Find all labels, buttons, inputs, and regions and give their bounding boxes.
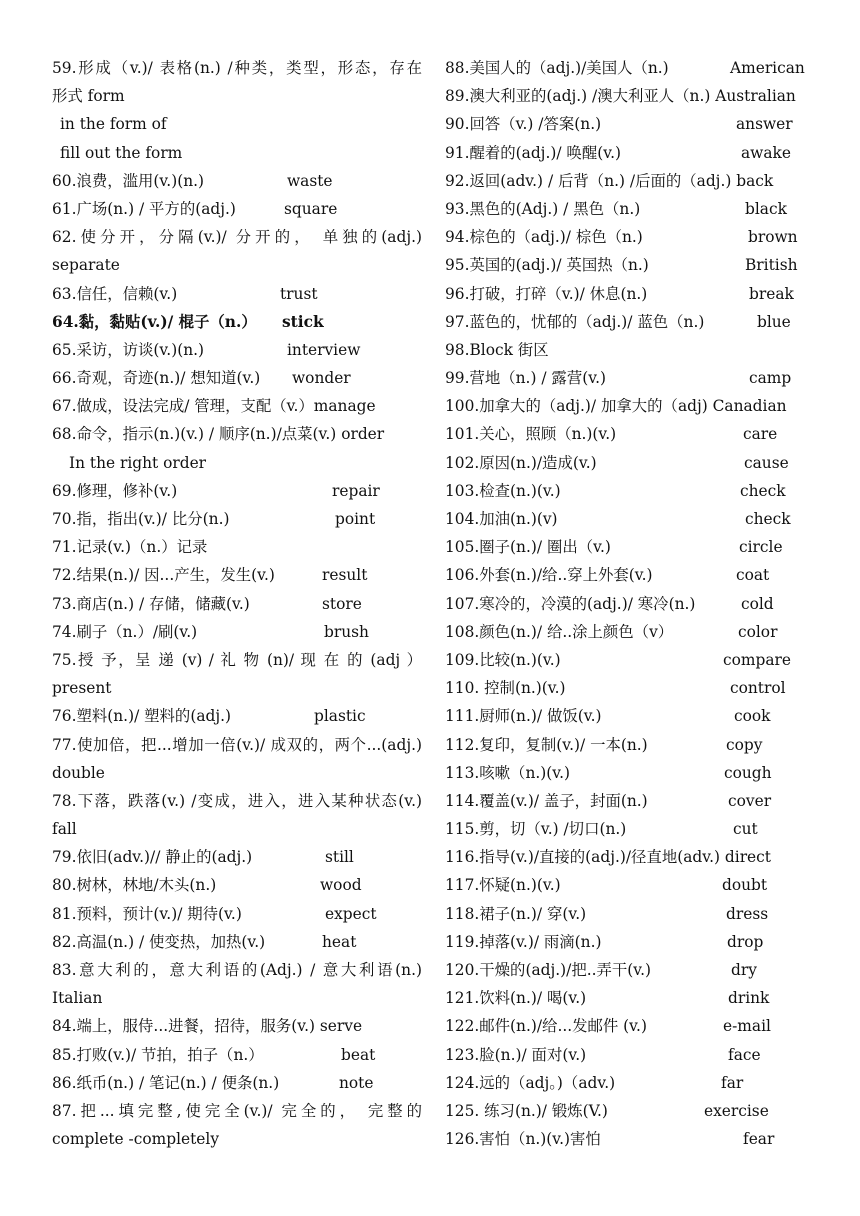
entry-line: 72.结果(n.)/ 因...产生，发生(v.) result (52, 561, 422, 589)
english-word: beat (341, 1045, 376, 1064)
entry-line: 113.咳嗽（n.)(v.) cough (445, 759, 805, 787)
entry-line: 60.浪费，滥用(v.)(n.) waste (52, 167, 422, 195)
english-word: circle (739, 538, 783, 557)
entry-line: 110. 控制(n.)(v.) control (445, 674, 805, 702)
entry-line: 119.掉落(v.)/ 雨滴(n.) drop (445, 928, 805, 956)
english-word: control (730, 679, 786, 698)
english-word: cough (724, 763, 772, 782)
entry-line: separate (52, 256, 120, 275)
entry-line: 80.树林，林地/木头(n.) wood (52, 871, 422, 899)
entry-line: 118.裙子(n.)/ 穿(v.) dress (445, 900, 805, 928)
entry-line: 84.端上，服侍...进餐，招待，服务(v.) serve (52, 1017, 363, 1036)
entry-line: 67.做成，设法完成/ 管理，支配（v.）manage (52, 397, 376, 416)
entry-line: 78.下落，跌落(v.) /变成，进入，进入某种状态(v.) (52, 791, 422, 810)
entry-line: complete -completely (52, 1130, 220, 1149)
english-word: plastic (314, 707, 366, 726)
entry-line: 63.信任，信赖(v.) trust (52, 280, 422, 308)
english-word: trust (280, 284, 318, 303)
english-word: brown (748, 228, 798, 247)
english-word: e-mail (723, 1017, 771, 1036)
entry-line: 75.授 予，呈 递 (v) / 礼 物 (n)/ 现 在 的 (adj ） (52, 650, 422, 669)
entry-line: 92.返回(adv.) / 后背（n.) /后面的（adj.) back (445, 171, 774, 190)
english-word: expect (325, 904, 377, 923)
english-word: camp (749, 369, 792, 388)
english-word: check (740, 481, 786, 500)
english-word: compare (723, 650, 791, 669)
entry-line: double (52, 763, 105, 782)
english-word: fear (743, 1130, 775, 1149)
entry-line: 117.怀疑(n.)(v.) doubt (445, 871, 805, 899)
entry-line: 62.使分开，分隔(v.)/ 分开的， 单独的(adj.) (52, 228, 422, 247)
english-word: care (743, 425, 778, 444)
left-column (52, 54, 422, 1153)
entry-line: 116.指导(v.)/直接的(adj.)/径直地(adv.) direct (445, 848, 771, 867)
english-word: result (322, 566, 368, 585)
entry-line: 70.指，指出(v.)/ 比分(n.) point (52, 505, 422, 533)
english-word: blue (757, 312, 791, 331)
english-word: coat (736, 566, 770, 585)
entry-line: 97.蓝色的，忧郁的（adj.)/ 蓝色（n.) blue (445, 308, 805, 336)
english-word: cause (744, 453, 789, 472)
entry-line: 120.干燥的(adj.)/把..弄干(v.) dry (445, 956, 805, 984)
entry-line: 68.命令，指示(n.)(v.) / 顺序(n.)/点菜(v.) order (52, 425, 385, 444)
english-word: check (745, 510, 791, 528)
english-word: color (738, 622, 778, 641)
english-word: brush (324, 622, 369, 641)
entry-line: 96.打破，打碎（v.)/ 休息(n.) break (445, 280, 805, 308)
entry-line: 88.美国人的（adj.)/美国人（n.) American (445, 54, 805, 82)
english-word: cover (728, 791, 772, 810)
english-word: still (325, 848, 354, 867)
entry-line: 100.加拿大的（adj.)/ 加拿大的（adj) Canadian (445, 397, 787, 416)
english-word: American (730, 59, 805, 77)
entry-line: 125. 练习(n.)/ 锻炼(V.) exercise (445, 1097, 805, 1125)
entry-line: 121.饮料(n.)/ 喝(v.) drink (445, 984, 805, 1012)
entry-line: 114.覆盖(v.)/ 盖子，封面(n.) cover (445, 787, 805, 815)
entry-line: 82.高温(n.) / 使变热，加热(v.) heat (52, 928, 422, 956)
english-word: waste (287, 171, 333, 190)
entry-line: 101.关心，照顾（n.)(v.) care (445, 420, 805, 448)
english-word: stick (282, 312, 324, 331)
english-word: far (721, 1073, 744, 1092)
entry-line: 85.打败(v.)/ 节拍，拍子（n.） beat (52, 1041, 422, 1069)
english-word: copy (726, 735, 763, 754)
entry-line: Italian (52, 989, 103, 1008)
english-word: repair (332, 481, 380, 500)
entry-line: 73.商店(n.) / 存储，储藏(v.) store (52, 590, 422, 618)
entry-line: 108.颜色(n.)/ 给..涂上颜色（v） color (445, 618, 805, 646)
entry-line: 102.原因(n.)/造成(v.) cause (445, 449, 805, 477)
english-word: break (749, 284, 794, 303)
entry-line: 103.检查(n.)(v.) check (445, 477, 805, 505)
entry-line: 74.刷子（n.）/刷(v.) brush (52, 618, 422, 646)
english-word: drop (727, 932, 764, 951)
entry-line: 61.广场(n.) / 平方的(adj.) square (52, 195, 422, 223)
entry-line: 77.使加倍，把...增加一倍(v.)/ 成双的，两个...(adj.) (52, 735, 422, 754)
english-word: wood (320, 876, 362, 895)
entry-line: 107.寒冷的，冷漠的(adj.)/ 寒冷(n.) cold (445, 590, 805, 618)
entry-line: 87.把...填完整,使完全(v.)/ 完全的， 完整的 (52, 1101, 422, 1120)
entry-line: 86.纸币(n.) / 笔记(n.) / 便条(n.) note (52, 1069, 422, 1097)
entry-line: fall (52, 820, 77, 839)
entry-line: 104.加油(n.)(v) check (445, 505, 805, 533)
entry-line: 59.形成（v.)/ 表格(n.) /种类，类型，形态，存在 (52, 59, 422, 77)
english-word: exercise (704, 1101, 769, 1120)
entry-line: 65.采访，访谈(v.)(n.) interview (52, 336, 422, 364)
entry-line: 93.黑色的(Adj.) / 黑色（n.) black (445, 195, 805, 223)
entry-line: In the right order (69, 453, 207, 472)
entry-line: 76.塑料(n.)/ 塑料的(adj.) plastic (52, 702, 422, 730)
right-column (445, 54, 805, 1153)
entry-line: 98.Block 街区 (445, 340, 549, 359)
entry-line: 64.黏，黏贴(v.)/ 棍子（n.） stick (52, 308, 422, 336)
english-word: dress (726, 904, 769, 923)
entry-line: 94.棕色的（adj.)/ 棕色（n.) brown (445, 223, 805, 251)
entry-line: 81.预料，预计(v.)/ 期待(v.) expect (52, 900, 422, 928)
english-word: interview (287, 340, 361, 359)
entry-line: 91.醒着的(adj.)/ 唤醒(v.) awake (445, 139, 805, 167)
entry-line: in the form of (60, 115, 167, 134)
entry-line: 111.厨师(n.)/ 做饭(v.) cook (445, 702, 805, 730)
english-word: point (335, 510, 376, 528)
english-word: cut (733, 820, 758, 839)
english-word: black (745, 199, 787, 218)
entry-line: 95.英国的(adj.)/ 英国热（n.) British (445, 251, 805, 279)
entry-line: 89.澳大利亚的(adj.) /澳大利亚人（n.) Australian (445, 87, 796, 106)
entry-line: 90.回答（v.) /答案(n.) answer (445, 110, 805, 138)
entry-line: 115.剪，切（v.) /切口(n.) cut (445, 815, 805, 843)
entry-line: 79.依旧(adv.)// 静止的(adj.) still (52, 843, 422, 871)
entry-line: 69.修理，修补(v.) repair (52, 477, 422, 505)
entry-line: fill out the form (60, 143, 183, 162)
english-word: answer (736, 115, 793, 134)
entry-line: 109.比较(n.)(v.) compare (445, 646, 805, 674)
entry-line: 99.营地（n.) / 露营(v.) camp (445, 364, 805, 392)
entry-line: 形式 form (52, 87, 125, 106)
english-word: square (284, 199, 338, 218)
entry-line: 106.外套(n.)/给..穿上外套(v.) coat (445, 561, 805, 589)
entry-line: 123.脸(n.)/ 面对(v.) face (445, 1041, 805, 1069)
english-word: note (339, 1073, 374, 1092)
entry-line: present (52, 679, 112, 698)
english-word: British (745, 256, 798, 275)
english-word: store (322, 594, 362, 613)
english-word: face (728, 1045, 761, 1064)
english-word: doubt (722, 876, 768, 895)
entry-line: 122.邮件(n.)/给...发邮件 (v.) e-mail (445, 1012, 805, 1040)
english-word: heat (322, 932, 357, 951)
entry-line: 71.记录(v.)（n.）记录 (52, 538, 208, 557)
entry-line: 105.圈子(n.)/ 圈出（v.) circle (445, 533, 805, 561)
entry-line: 112.复印，复制(v.)/ 一本(n.) copy (445, 731, 805, 759)
english-word: cold (741, 594, 774, 613)
english-word: wonder (292, 369, 351, 388)
english-word: awake (741, 143, 791, 162)
entry-line: 126.害怕（n.)(v.)害怕 fear (445, 1125, 805, 1153)
entry-line: 83.意大利的，意大利语的(Adj.) / 意大利语(n.) (52, 961, 422, 979)
english-word: dry (731, 961, 757, 979)
entry-line: 124.远的（adj。)（adv.) far (445, 1069, 805, 1097)
entry-line: 66.奇观，奇迹(n.)/ 想知道(v.) wonder (52, 364, 422, 392)
english-word: cook (734, 707, 771, 726)
english-word: drink (728, 989, 770, 1008)
